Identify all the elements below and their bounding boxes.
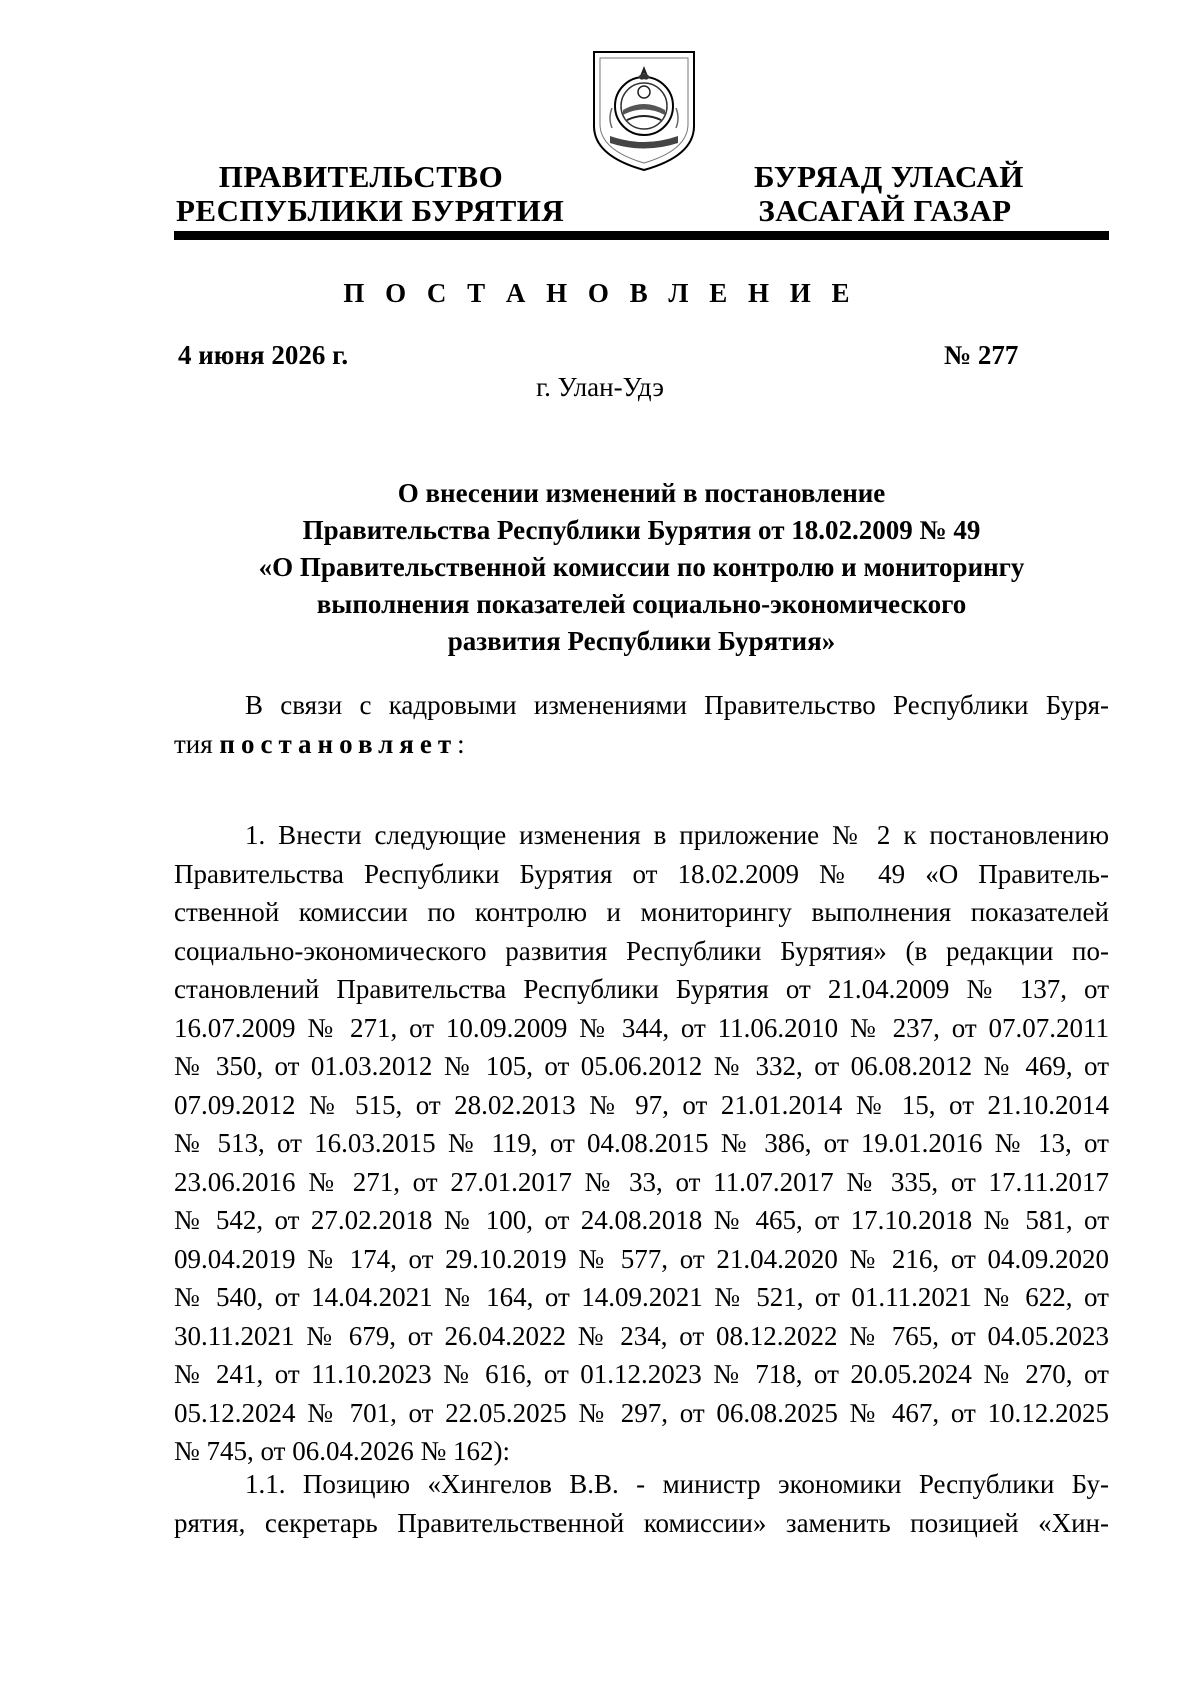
paragraph-line: 1. Внести следующие изменения в приложение № 2 к постановлению xyxy=(245,820,1109,850)
document-city: г. Улан-Удэ xyxy=(536,372,664,402)
paragraph-line: 09.04.2019 № 174, от 29.10.2019 № 577, от 21.04.2020 № 216, от 04.09.2020 xyxy=(174,1243,1109,1274)
paragraph-line: № 745, от 06.04.2026 № 162): xyxy=(174,1436,510,1466)
paragraph-line: становлений Правительства Республики Бурятия от 21.04.2009 № 137, от xyxy=(174,974,1109,1004)
paragraph-line: № 350, от 01.03.2012 № 105, от 05.06.2012 № 332, от 06.08.2012 № 469, от xyxy=(174,1051,1109,1081)
title-line: выполнения показателей социально-экономического xyxy=(316,589,967,619)
paragraph-line: 16.07.2009 № 271, от 10.09.2009 № 344, от 11.06.2010 № 237, от 07.07.2011 xyxy=(174,1012,1109,1043)
decree-word: постановляет xyxy=(219,728,458,759)
title-line: Правительства Республики Бурятия от 18.02.2009 № 49 xyxy=(302,515,981,545)
document-number: № 277 xyxy=(944,340,1019,370)
paragraph-line: социально-экономического развития Республики Бурятия» (в редакции по- xyxy=(174,935,1109,966)
paragraph-line: 23.06.2016 № 271, от 27.01.2017 № 33, от 11.07.2017 № 335, от 17.11.2017 xyxy=(174,1166,1109,1197)
paragraph-line: 30.11.2021 № 679, от 26.04.2022 № 234, от 08.12.2022 № 765, от 04.05.2023 xyxy=(174,1320,1109,1351)
header-divider xyxy=(174,231,1109,240)
header-right-line2: ЗАСАГАЙ ГАЗАР xyxy=(758,193,1012,228)
document-type: П О С Т А Н О В Л Е Н И Е xyxy=(343,278,857,308)
paragraph-1 xyxy=(174,816,1109,1471)
intro-prefix: тия xyxy=(174,728,220,759)
document-date: 4 июня 2026 г. xyxy=(178,340,349,370)
paragraph-line: рятия, секретарь Правительственной комиссии» заменить позицией «Хин- xyxy=(174,1507,1109,1538)
paragraph-line: Правительства Республики Бурятия от 18.02.2009 № 49 «О Правитель- xyxy=(174,858,1109,889)
paragraph-line: 07.09.2012 № 515, от 28.02.2013 № 97, от 21.01.2014 № 15, от 21.10.2014 xyxy=(174,1089,1109,1120)
header-right-line1: БУРЯАД УЛАСАЙ xyxy=(754,159,1024,194)
title-line: О внесении изменений в постановление xyxy=(397,478,886,508)
government-name-buryat xyxy=(754,159,1024,228)
paragraph-line: № 241, от 11.10.2023 № 616, от 01.12.2023 № 718, от 20.05.2024 № 270, от xyxy=(174,1359,1109,1389)
header-left-line2: РЕСПУБЛИКИ БУРЯТИЯ xyxy=(176,193,565,228)
coat-of-arms-icon xyxy=(590,48,698,174)
intro-suffix: : xyxy=(457,728,465,759)
header-left-line1: ПРАВИТЕЛЬСТВО xyxy=(218,159,504,194)
intro-line xyxy=(174,725,1109,764)
paragraph-line: № 542, от 27.02.2018 № 100, от 24.08.2018 № 465, от 17.10.2018 № 581, от xyxy=(174,1205,1109,1235)
document-title xyxy=(174,475,1109,660)
intro-line: В связи с кадровыми изменениями Правительство Республики Буря- xyxy=(245,690,1109,720)
paragraph-line: ственной комиссии по контролю и мониторингу выполнения показателей xyxy=(174,897,1109,927)
government-name-russian xyxy=(176,159,565,228)
paragraph-line: 1.1. Позицию «Хингелов В.В. - министр экономики Республики Бу- xyxy=(245,1469,1109,1499)
paragraph-line: № 540, от 14.04.2021 № 164, от 14.09.2021 № 521, от 01.11.2021 № 622, от xyxy=(174,1282,1109,1312)
paragraph-line: № 513, от 16.03.2015 № 119, от 04.08.2015 № 386, от 19.01.2016 № 13, от xyxy=(174,1128,1109,1158)
paragraph-1-1 xyxy=(174,1465,1109,1542)
title-line: развития Республики Бурятия» xyxy=(447,626,836,656)
title-line: «О Правительственной комиссии по контролю и мониторингу xyxy=(258,552,1025,582)
intro-paragraph xyxy=(174,686,1109,763)
paragraph-line: 05.12.2024 № 701, от 22.05.2025 № 297, от 06.08.2025 № 467, от 10.12.2025 xyxy=(174,1397,1109,1428)
